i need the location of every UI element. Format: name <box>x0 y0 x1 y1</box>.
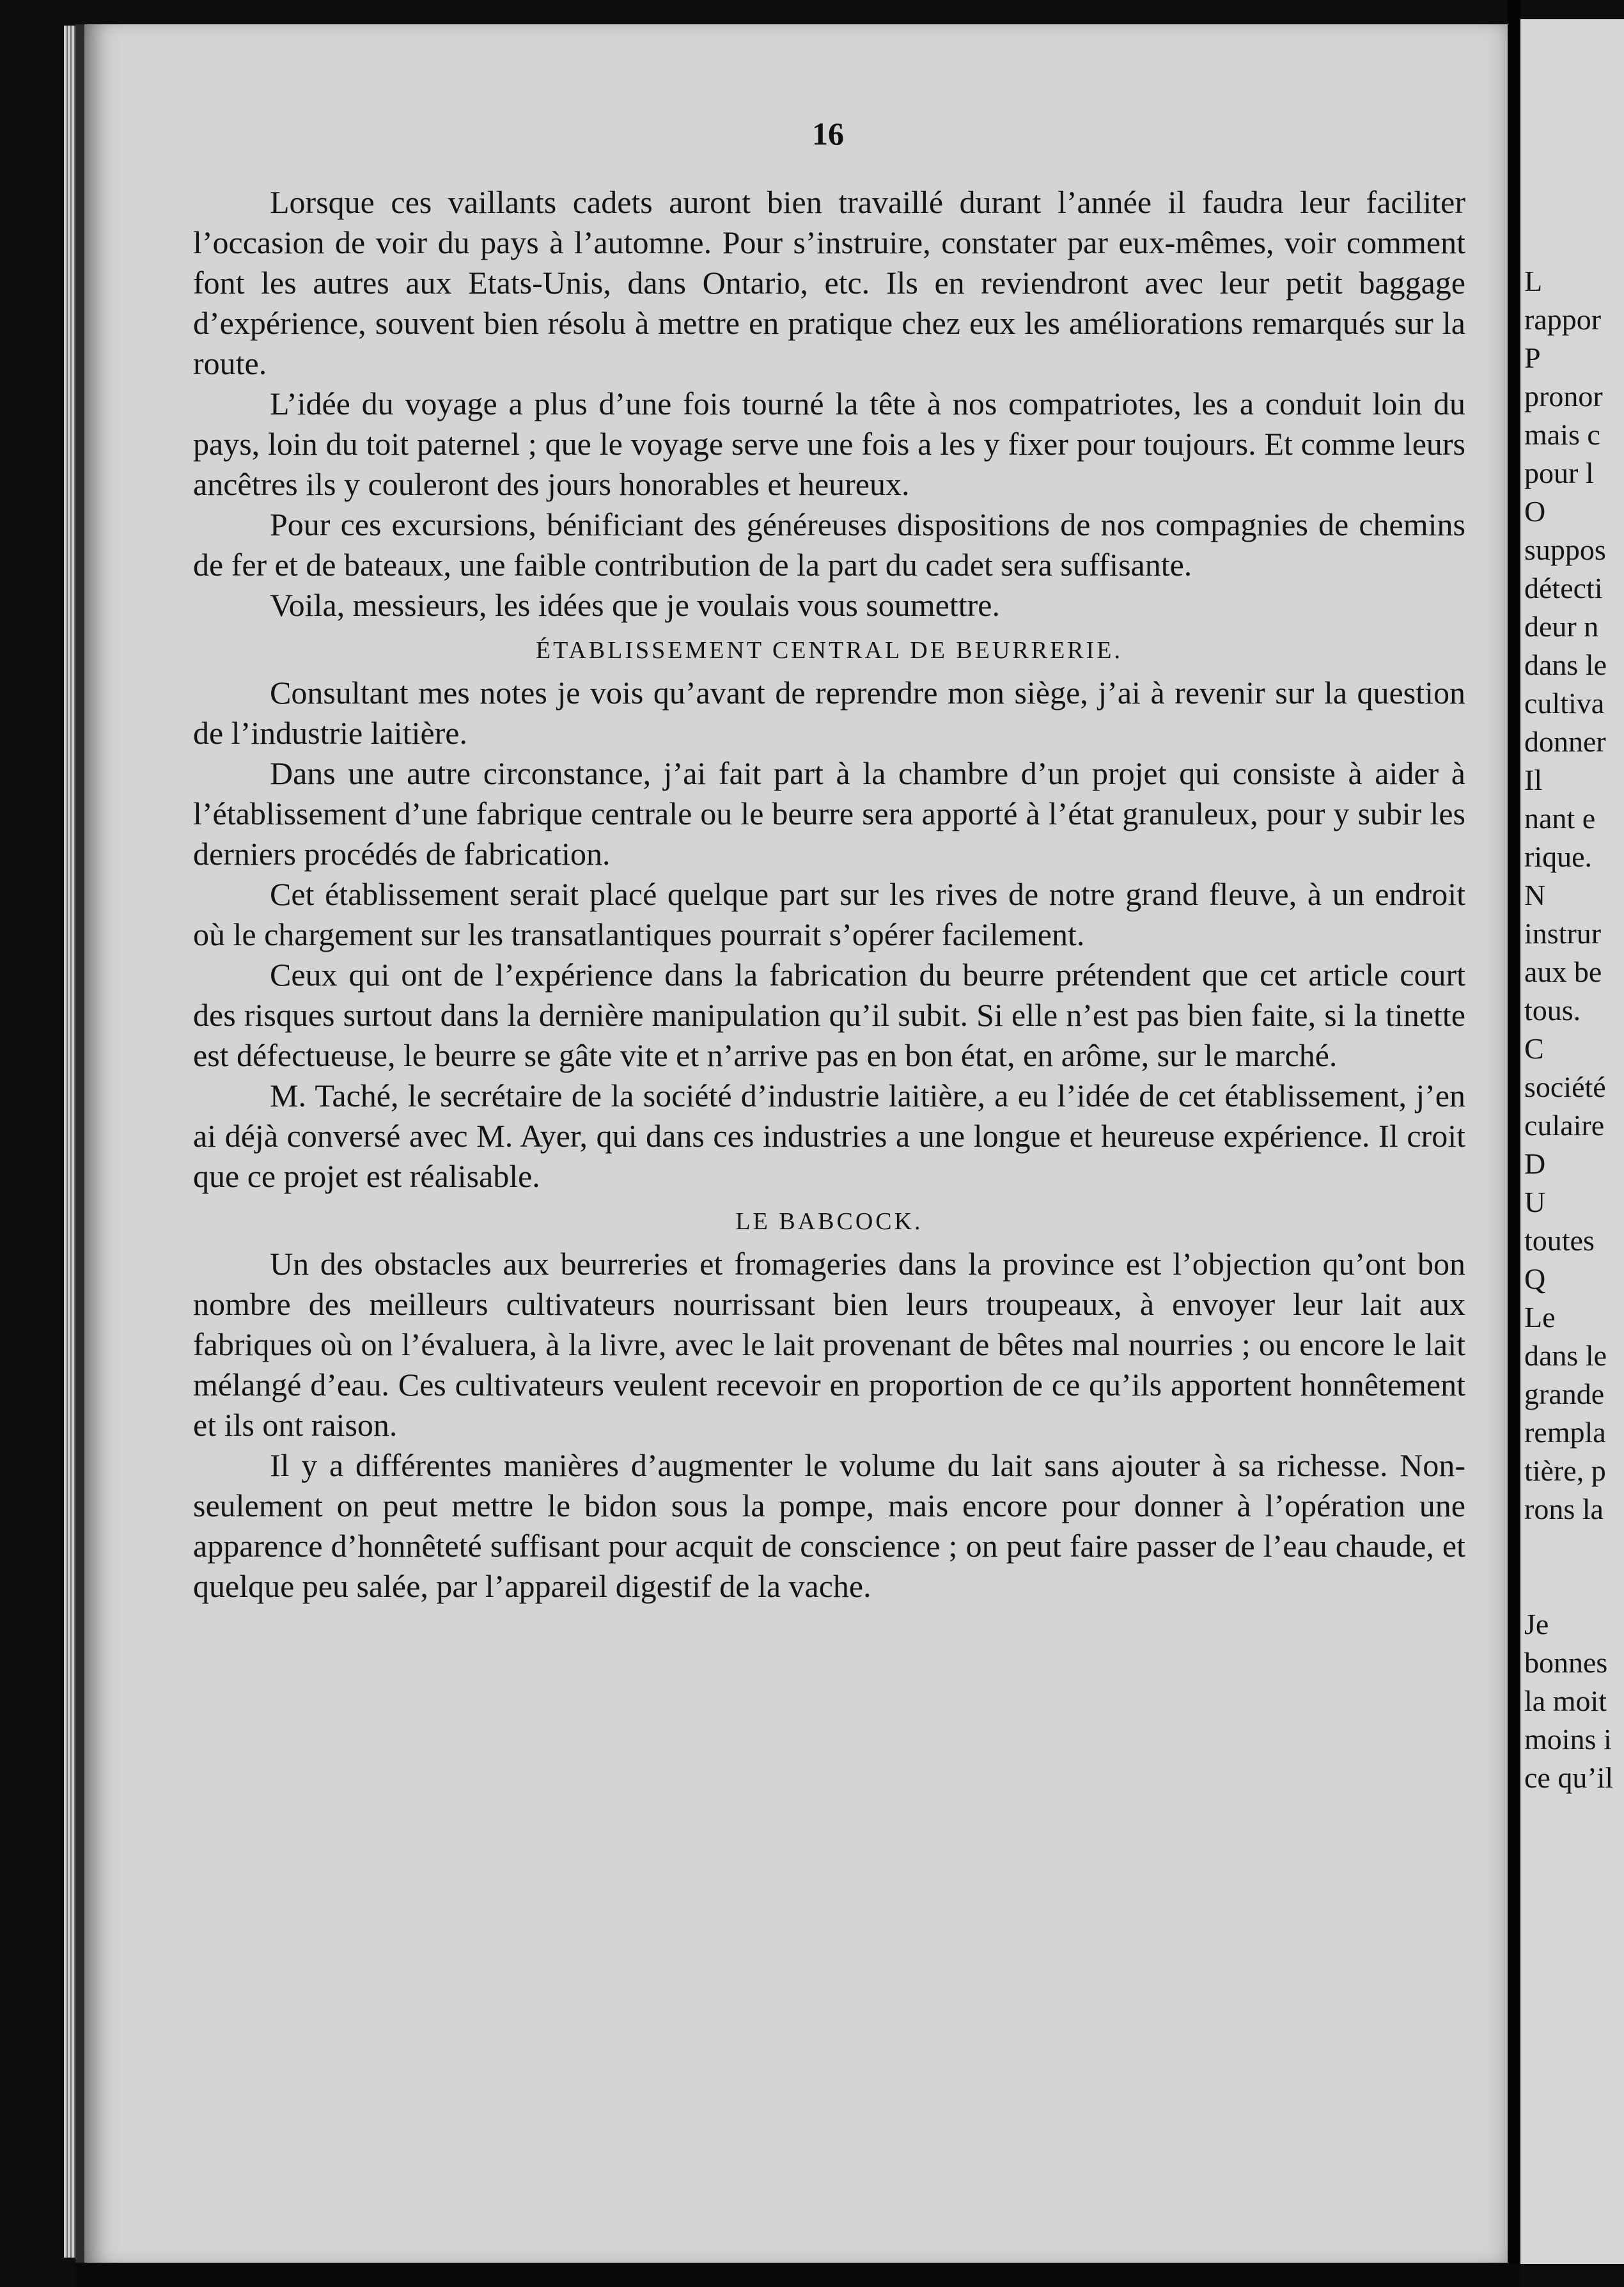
right-page-fragment: moins i <box>1524 1723 1612 1756</box>
right-page-fragment: mais c <box>1524 418 1600 451</box>
bottom-border <box>75 2264 1520 2287</box>
body-text <box>193 182 1465 1607</box>
page-number: 16 <box>812 116 844 152</box>
right-page-fragment: U <box>1524 1186 1546 1218</box>
paragraph: Un des obstacles aux beurreries et fromageries dans la province est l’objection qu’ont bon nombre des meilleurs cultivateurs nourrissant bien leurs troupeaux, à envoyer leur lait aux fabriques où on l’évaluera, à la livre, avec le lait provenant de bêtes mal nourries ; ou encore le lait mélangé d’eau. Ces cultivateurs veulent recevoir en proportion de ce qu’ils apportent honnêtement et ils ont raison. <box>193 1246 1465 1443</box>
right-page-fragment: deur n <box>1524 610 1599 643</box>
right-page-fragment: rappor <box>1524 303 1602 336</box>
right-page-fragment: culaire <box>1524 1109 1605 1142</box>
paragraph: Voila, messieurs, les idées que je voulais vous soumettre. <box>270 587 1000 623</box>
paragraph: Ceux qui ont de l’expérience dans la fabrication du beurre prétendent que cet article court des risques surtout dans la dernière manipulation qu’il subit. Si elle n’est pas bien faite, si la tinette est défectueuse, le beurre se gâte vite et n’arrive pas en bon état, en arôme, sur le marché. <box>193 957 1465 1073</box>
right-page-fragment: la moit <box>1524 1685 1607 1717</box>
paragraph: Consultant mes notes je vois qu’avant de reprendre mon siège, j’ai à revenir sur la question de l’industrie laitière. <box>193 675 1465 751</box>
paragraph: L’idée du voyage a plus d’une fois tourné la tête à nos compatriotes, les a conduit loin du pays, loin du toit paternel ; que le voyage serve une fois a les y fixer pour toujours. Et comme leurs ancêtres ils y couleront des jours honorables et heureux. <box>193 386 1465 502</box>
right-page-fragment: tous. <box>1524 994 1581 1026</box>
right-page-fragment: détecti <box>1524 572 1603 604</box>
right-page-fragment <box>1524 1567 1624 1605</box>
right-page-fragment: Q <box>1524 1262 1546 1295</box>
right-page-fragment: dans le <box>1524 648 1607 681</box>
right-page-fragment: société <box>1524 1071 1606 1103</box>
right-page-fragment: instrur <box>1524 917 1602 950</box>
right-page-fragment: D <box>1524 1147 1546 1180</box>
right-page-fragment: suppos <box>1524 533 1606 566</box>
right-page-fragment: Je <box>1524 1608 1549 1640</box>
paragraph: M. Taché, le secrétaire de la société d’industrie laitière, a eu l’idée de cet établissement, j’en ai déjà conversé avec M. Ayer, qui dans ces industries a une longue et heureuse expérience. Il croit que ce projet est réalisable. <box>193 1078 1465 1194</box>
right-page-fragment: C <box>1524 1032 1544 1065</box>
right-page-fragment: bonnes <box>1524 1646 1608 1679</box>
right-page-fragment: nant e <box>1524 802 1596 835</box>
paragraph: Cet établissement serait placé quelque part sur les rives de notre grand fleuve, à un endroit où le chargement sur les transatlantiques pourrait s’opérer facilement. <box>193 876 1465 952</box>
right-page-fragment: rique. <box>1524 840 1593 873</box>
paragraph: Dans une autre circonstance, j’ai fait part à la chambre d’un projet qui consiste à aider à l’établissement d’une fabrique centrale ou le beurre sera apporté à l’état granuleux, pour y subir les derniers procédés de fabrication. <box>193 755 1465 872</box>
paragraph: Il y a différentes manières d’augmenter le volume du lait sans ajouter à sa richesse. Non-seulement on peut mettre le bidon sous la pompe, mais encore pour donner à l’opération une apparence d’honnêteté suffisant pour acquit de conscience ; on peut faire passer de l’eau chaude, et quelque peu salée, par l’appareil digestif de la vache. <box>193 1447 1465 1604</box>
right-page-fragment: pour l <box>1524 457 1594 489</box>
right-page-fragment: N <box>1524 879 1546 911</box>
right-page-fragment: ce qu’il <box>1524 1761 1614 1794</box>
right-page-fragments <box>1524 262 1624 1797</box>
right-page-fragment: cultiva <box>1524 687 1605 719</box>
right-page-fragment: tière, p <box>1524 1454 1606 1487</box>
right-page-fragment: rempla <box>1524 1416 1606 1449</box>
page-gutter <box>1508 0 1520 2287</box>
section-heading-babcock: LE BABCOCK. <box>735 1208 923 1235</box>
right-page-fragment: aux be <box>1524 955 1602 988</box>
right-page-fragment: O <box>1524 495 1546 528</box>
paragraph: Lorsque ces vaillants cadets auront bien travaillé durant l’année il faudra leur faciliter l’occasion de voir du pays à l’automne. Pour s’instruire, constater par eux-mêmes, voir comment font les autres aux Etats-Unis, dans Ontario, etc. Ils en reviendront avec leur petit baggage d’expérience, souvent bien résolu à mettre en pratique chez eux les améliorations remarqués sur la route. <box>193 184 1465 381</box>
right-page-fragment: dans le <box>1524 1339 1607 1372</box>
section-heading-beurrerie: ÉTABLISSEMENT CENTRAL DE BEURRERIE. <box>535 637 1123 664</box>
right-page-fragment: donner <box>1524 725 1606 758</box>
paragraph: Pour ces excursions, bénificiant des généreuses dispositions de nos compagnies de chemins de fer et de bateaux, une faible contribution de la part du cadet sera suffisante. <box>193 507 1465 583</box>
right-page <box>1520 19 1624 2264</box>
right-page-fragment: toutes <box>1524 1224 1595 1257</box>
right-page-fragment: Le <box>1524 1301 1556 1333</box>
right-page-fragment: rons la <box>1524 1493 1604 1525</box>
right-page-fragment: pronor <box>1524 380 1603 413</box>
right-page-fragment: P <box>1524 342 1541 374</box>
right-page-fragment: grande <box>1524 1378 1605 1410</box>
right-page-fragment: Il <box>1524 764 1543 796</box>
right-page-fragment: L <box>1524 265 1543 297</box>
right-page-fragment <box>1524 1529 1624 1567</box>
